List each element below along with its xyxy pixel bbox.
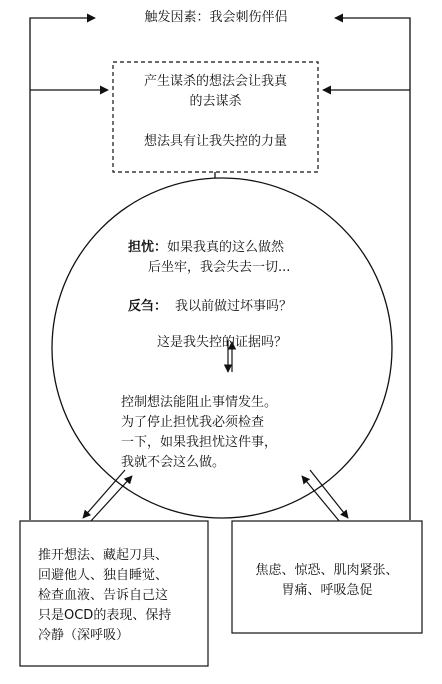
behaviors-text [38, 546, 203, 646]
control-line-3: 一下，如果我担忧这件事， [121, 435, 278, 450]
symptoms-line-1: 焦虑、惊恐、肌肉紧张、 [255, 563, 399, 578]
behaviors-line-3: 检查血液、告诉自己这 [38, 588, 169, 603]
circle-to-behaviors-arrow [83, 470, 125, 518]
worry-text-1: 如果我真的这么做然 [167, 240, 285, 255]
rumination-text: 我以前做过坏事吗？ [175, 299, 293, 314]
symptoms-line-2: 胃痛、呼吸急促 [281, 583, 373, 598]
control-line-2: 为了停止担忧我必须检查 [121, 415, 265, 430]
behaviors-line-2: 回避他人、独自睡觉、 [38, 568, 169, 583]
behaviors-line-4: 只是OCD的表现、保持 [38, 608, 172, 623]
rumination-label: 反刍： [128, 299, 168, 314]
worry-label: 担忧： [128, 240, 168, 255]
trigger-text: 触发因素：我会刺伤伴侣 [144, 10, 288, 25]
worry-line-2: 后坐牢，我会失去一切... [148, 260, 291, 275]
worry-line-1 [128, 238, 284, 258]
behaviors-line-5: 冷静（深呼吸） [38, 628, 130, 643]
thought-line-2: 的去谋杀 [189, 94, 242, 109]
rumination-line [128, 297, 292, 317]
symptoms-text [232, 561, 422, 601]
behaviors-to-circle-arrow [90, 476, 132, 522]
evidence-question: 这是我失控的证据吗？ [156, 335, 287, 350]
thought-line-3: 想法具有让我失控的力量 [143, 134, 287, 149]
behaviors-line-1: 推开想法、藏起刀具、 [38, 548, 169, 563]
control-line-1: 控制想法能阻止事情发生。 [121, 395, 278, 410]
control-line-4: 我就不会这么做。 [121, 455, 226, 470]
thought-line-1: 产生谋杀的想法会让我真 [143, 74, 287, 89]
